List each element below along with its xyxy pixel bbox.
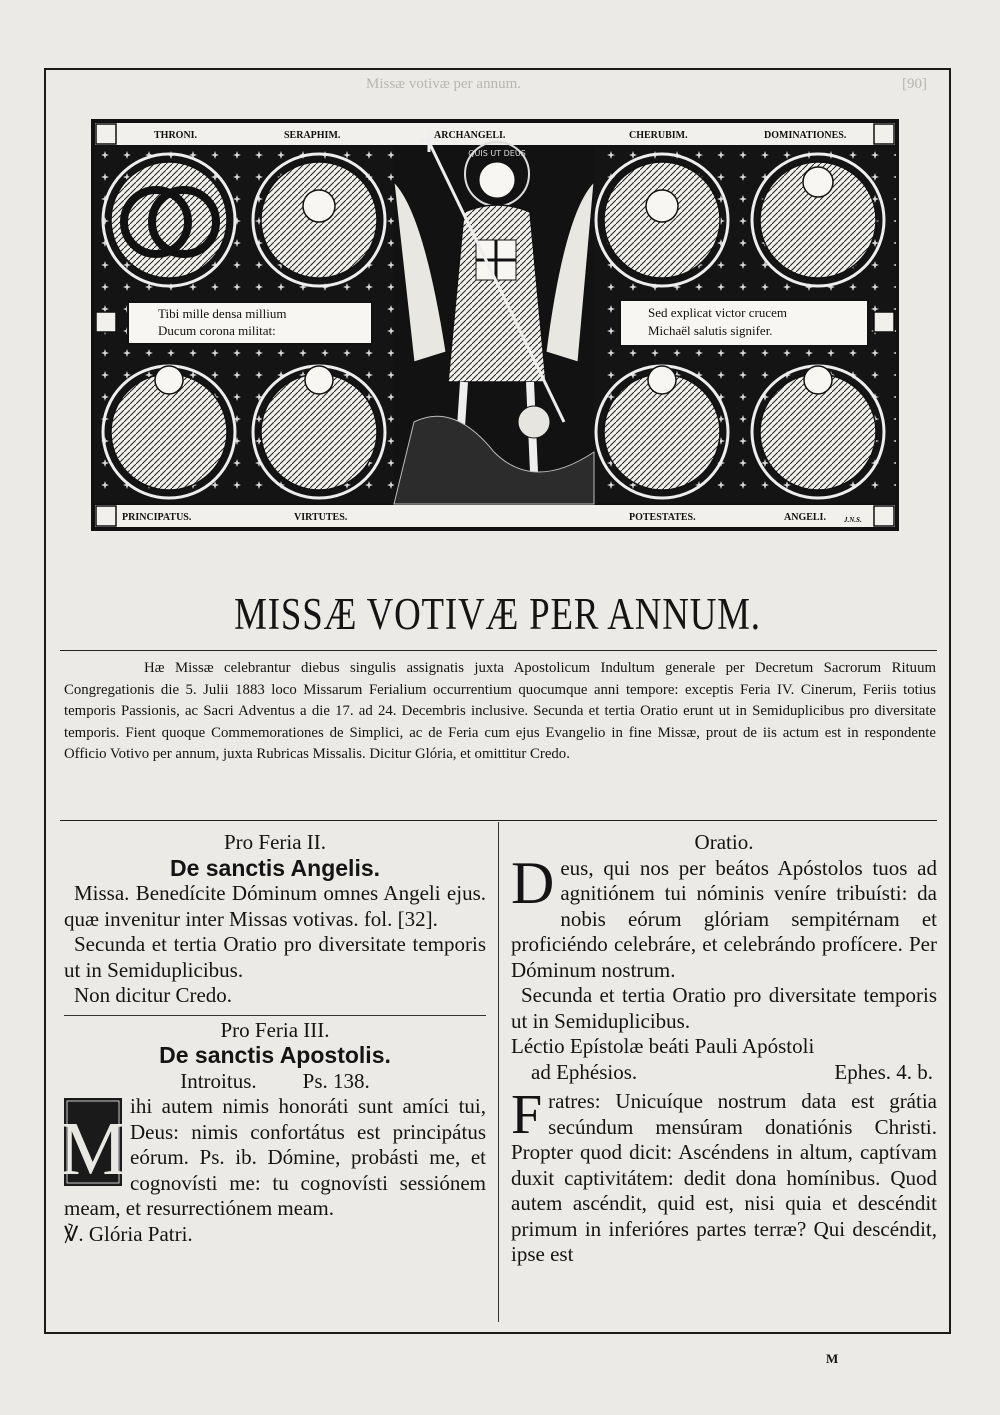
feria-2-credo-note: Non dicitur Credo.	[74, 983, 233, 1007]
label-principatus: PRINCIPATUS.	[122, 512, 192, 523]
lectio-heading	[511, 1034, 937, 1085]
oratio-text: eus, qui nos per beátos Apóstolos tuos ad agnitiónem tui nóminis veníre tribuísti: da nobis eórum glóriam sempitérnam et proficiéndo celebráre, et celebrándo profícere. Per Dóminum nostrum.	[511, 855, 937, 982]
page-number: [90]	[902, 76, 927, 92]
introitus-text-block	[59, 1094, 486, 1222]
introitus-header	[64, 1069, 486, 1095]
versicle-gloria: ℣. Glória Patri.	[64, 1221, 193, 1246]
scroll-left	[128, 302, 372, 344]
page-frame	[44, 68, 951, 1334]
angelic-choirs-engraving	[91, 119, 899, 531]
introitus-label: Introitus.	[180, 1068, 257, 1093]
feria-3-title: De sanctis Apostolis.	[159, 1042, 391, 1068]
label-angeli: ANGELI.	[784, 512, 826, 523]
scroll-right-line2: Michaël salutis signifer.	[648, 323, 773, 338]
label-archangeli: ARCHANGELI.	[434, 130, 506, 141]
title-rule	[60, 650, 937, 651]
label-throni: THRONI.	[154, 130, 198, 141]
oratio-secunda-note: Secunda et tertia Oratio pro diversitate temporis ut in Semiduplicibus.	[511, 983, 937, 1033]
page-title: MISSÆ VOTIVÆ PER ANNUM.	[234, 589, 761, 639]
feria-2-title: De sanctis Angelis.	[169, 854, 381, 881]
feria-rule	[64, 1015, 486, 1016]
halo-inscription: QUIS UT DEUS	[468, 149, 526, 158]
lectio-text: ratres: Unicuíque nostrum data est grátia secúndum mensúram donatiónis Christi. Propter quod dicit: Ascéndens in altum, captívam duxit captivitátem: dedit dona homínibus. Quod autem ascéndit, quid est, nisi quia et descéndit primum in inferióres partes terræ? Qui descéndit, ipse est	[511, 1089, 937, 1266]
engraver-mark: J.N.S.	[844, 516, 862, 524]
label-cherubim: CHERUBIM.	[629, 130, 688, 141]
running-head	[46, 76, 949, 96]
lectio-addressee: ad Ephésios.	[531, 1059, 638, 1084]
right-column	[511, 830, 937, 1268]
rubric-text: Hæ Missæ celebrantur diebus singulis assignatis juxta Apostolicum Indultum generale per Decretum Sacrorum Rituum Congregationis die 5. Julii 1883 loco Missarum Ferialium occurrentium quocumque anni tempore: exceptis Feria IV. Cinerum, Feriis totius temporis Passionis, ac Sacri Adventus a die 17. ad 24. Decembris inclusive. Secunda et tertia Oratio erunt ut in Semiduplicibus pro diversitate temporis. Fient quoque Commemorationes de Simplici, ac de Feria cum ejus Evangelio in fine Missæ, prout de iis actum est in respondente Officio Votivo per annum, juxta Rubricas Missalis. Dicitur Glória, et omittitur Credo.	[64, 660, 936, 762]
label-potestates: POTESTATES.	[629, 512, 696, 523]
drop-cap-d: D	[511, 849, 555, 916]
feria-2-oratio-note: Secunda et tertia Oratio pro diversitate temporis ut in Semiduplicibus.	[64, 932, 486, 982]
label-virtutes: VIRTUTES.	[294, 512, 348, 523]
rubric-paragraph	[64, 658, 936, 766]
scroll-left-line1: Tibi mille densa millium	[158, 306, 287, 321]
feria-3-heading: Pro Feria III.	[220, 1017, 330, 1042]
label-seraphim: SERAPHIM.	[284, 130, 341, 141]
lectio-line-1: Léctio Epístolæ beáti Pauli Apóstoli	[511, 1034, 815, 1058]
left-column	[59, 830, 486, 1247]
initial-letter-m: M	[59, 1107, 127, 1191]
scroll-right	[620, 300, 868, 346]
feria-2-heading: Pro Feria II.	[223, 830, 327, 854]
column-divider	[498, 822, 499, 1322]
scroll-left-line2: Ducum corona militat:	[158, 323, 276, 338]
lectio-reference: Ephes. 4. b.	[834, 1059, 933, 1084]
illuminated-initial-m	[59, 1098, 127, 1191]
engraving-illustration	[94, 122, 896, 528]
label-dominationes: DOMINATIONES.	[764, 130, 847, 141]
lectio-line-2	[511, 1060, 937, 1086]
scroll-right-line1: Sed explicat victor crucem	[648, 305, 787, 320]
signature-mark: M	[826, 1351, 839, 1366]
running-head-title: Missæ votivæ per annum.	[366, 76, 522, 92]
rubric-rule	[60, 820, 937, 821]
introitus-reference: Ps. 138.	[302, 1068, 370, 1093]
feria-2-missa: Missa. Benedícite Dóminum omnes Angeli ejus. quæ invenitur inter Missas votivas. fol. [32].	[64, 881, 486, 931]
drop-cap-f: F	[511, 1084, 543, 1146]
lectio-block	[511, 1084, 937, 1268]
introitus-text: ihi autem nimis honoráti sunt amíci tui, Deus: nimis confortátus est principátus eórum. Ps. ib. Dómine, probásti me, et cognovísti me: tu cognovísti sessiónem meam, et resurrectiónem meam.	[64, 1094, 486, 1220]
oratio-block	[511, 849, 937, 984]
oratio-heading: Oratio.	[694, 830, 754, 854]
